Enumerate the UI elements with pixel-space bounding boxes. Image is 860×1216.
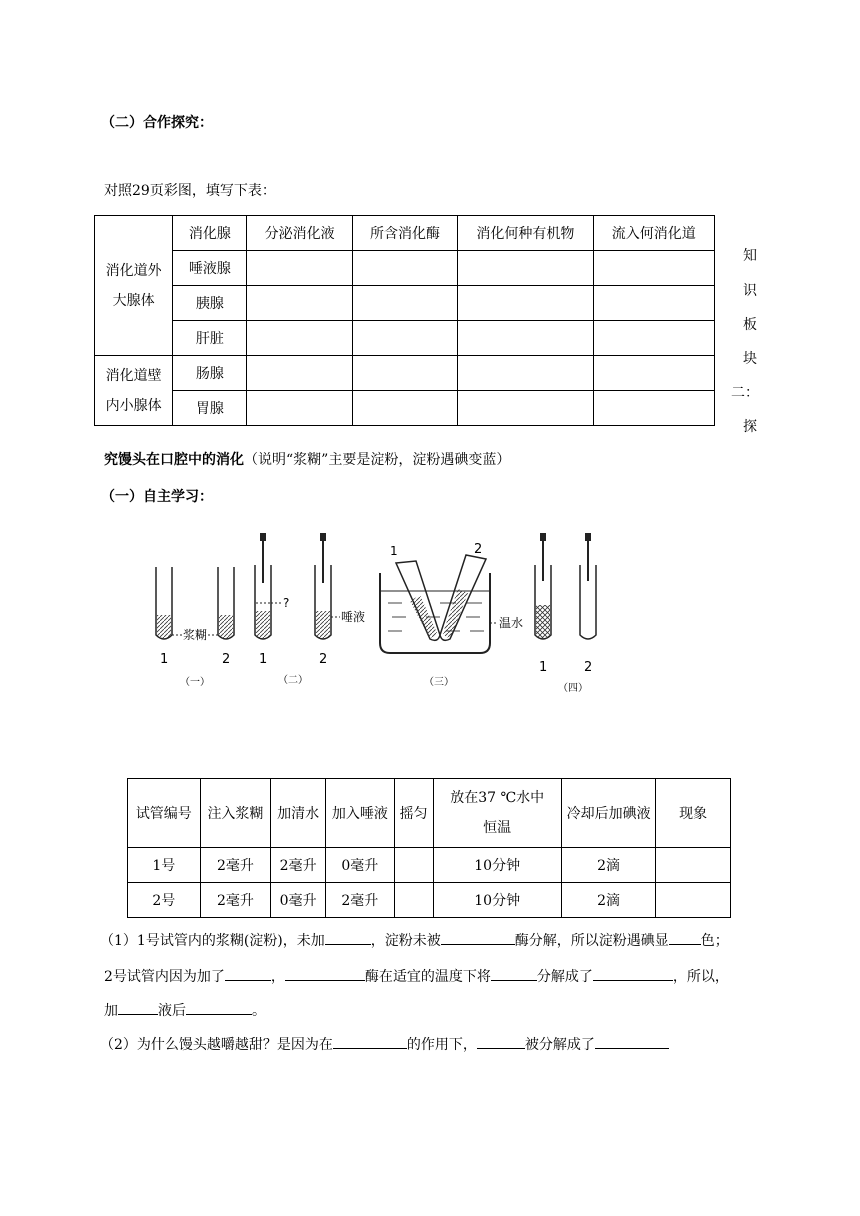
caption-1: （一） <box>180 677 210 688</box>
water-bath <box>380 542 523 688</box>
tube-set-1 <box>156 567 234 688</box>
table2-header: 摇匀 <box>394 779 433 848</box>
time-cell: 10分钟 <box>433 883 561 918</box>
table2-header: 加清水 <box>271 779 326 848</box>
table-cell[interactable] <box>247 356 352 391</box>
tube-id: 1号 <box>128 848 201 883</box>
section-cooperative-heading: （二）合作探究： <box>101 115 213 131</box>
table-cell[interactable] <box>593 391 714 426</box>
table-cell[interactable] <box>352 286 457 321</box>
table-cell[interactable] <box>458 251 593 286</box>
table-row <box>128 848 731 883</box>
table-cell[interactable] <box>458 321 593 356</box>
table-cell[interactable] <box>458 286 593 321</box>
question-1-line-3: 加 液后 。 <box>104 1000 266 1020</box>
experiment-figure <box>140 525 610 700</box>
answer-blank[interactable] <box>441 930 515 945</box>
paste-amount: 2毫升 <box>200 883 271 918</box>
label-saliva: 唾液 <box>341 610 366 624</box>
table-cell[interactable] <box>247 251 352 286</box>
table2-header: 注入浆糊 <box>200 779 271 848</box>
tube-number: 1 <box>259 652 268 667</box>
label-warm-water: 温水 <box>499 616 524 630</box>
result-cell[interactable] <box>656 883 731 918</box>
table-cell[interactable] <box>593 286 714 321</box>
side-text: 块 <box>743 351 757 367</box>
instruction-text: 对照29页彩图，填写下表： <box>104 183 276 199</box>
gland-name: 肠腺 <box>173 356 247 391</box>
caption-2: （二） <box>278 675 308 686</box>
answer-blank[interactable] <box>186 1000 252 1015</box>
question-1-line-2: 2号试管内因为加了 ， 酶在适宜的温度下将 分解成了 ，所以， <box>104 966 729 986</box>
gland-name: 胰腺 <box>173 286 247 321</box>
tube-set-4 <box>535 533 596 694</box>
result-cell[interactable] <box>656 848 731 883</box>
tube-set-2 <box>255 533 365 686</box>
table1-header: 流入何消化道 <box>593 216 714 251</box>
table-cell[interactable] <box>352 321 457 356</box>
water-amount: 2毫升 <box>271 848 326 883</box>
label-paste: 浆糊 <box>183 628 208 642</box>
table-cell[interactable] <box>593 251 714 286</box>
tube-number: 2 <box>584 660 593 675</box>
table-cell[interactable] <box>247 391 352 426</box>
time-cell: 10分钟 <box>433 848 561 883</box>
table2-header: 试管编号 <box>128 779 201 848</box>
shake-cell <box>394 848 433 883</box>
tube-number: 2 <box>222 652 231 667</box>
section-self-study-heading: （一）自主学习： <box>101 489 213 505</box>
group2-label: 消化道壁 内小腺体 <box>95 356 173 426</box>
saliva-amount: 0毫升 <box>326 848 395 883</box>
question-1-line-1: （1）1号试管内的浆糊(淀粉)，未加 ，淀粉未被 酶分解，所以淀粉遇碘显 色； <box>100 930 729 950</box>
answer-blank[interactable] <box>333 1034 407 1049</box>
answer-blank[interactable] <box>285 966 365 981</box>
answer-blank[interactable] <box>595 1034 669 1049</box>
side-text: 识 <box>743 283 757 299</box>
answer-blank[interactable] <box>669 930 701 945</box>
table2-header: 加入唾液 <box>326 779 395 848</box>
dropper-bulb-icon <box>320 533 326 541</box>
table-cell[interactable] <box>352 356 457 391</box>
section2-heading: 究馒头在口腔中的消化（说明“浆糊”主要是淀粉，淀粉遇碘变蓝） <box>104 452 511 468</box>
caption-3: （三） <box>424 677 454 688</box>
tube-number: 2 <box>319 652 328 667</box>
dropper-bulb-icon <box>260 533 266 541</box>
tube-id: 2号 <box>128 883 201 918</box>
table-cell[interactable] <box>593 356 714 391</box>
answer-blank[interactable] <box>118 1000 158 1015</box>
side-text: 板 <box>743 317 757 333</box>
shake-cell <box>394 883 433 918</box>
table2-header: 现象 <box>656 779 731 848</box>
table1-header: 消化何种有机物 <box>458 216 593 251</box>
answer-blank[interactable] <box>225 966 271 981</box>
table-cell[interactable] <box>458 356 593 391</box>
table-cell[interactable] <box>593 321 714 356</box>
tube-number: 1 <box>390 544 398 558</box>
table-cell[interactable] <box>352 251 457 286</box>
tube-number: 1 <box>160 652 169 667</box>
iodine-cell: 2滴 <box>561 848 656 883</box>
dropper-bulb-icon <box>540 533 546 541</box>
table2-header: 放在37 ℃水中 恒温 <box>433 779 561 848</box>
table-cell[interactable] <box>247 321 352 356</box>
digestive-glands-table <box>94 215 715 426</box>
group1-label: 消化道外 大腺体 <box>95 216 173 356</box>
question-2-line: （2）为什么馒头越嚼越甜？是因为在 的作用下， 被分解成了 <box>100 1034 669 1054</box>
side-text: 探 <box>743 419 757 435</box>
caption-4: （四） <box>558 683 588 694</box>
table1-header: 所含消化酶 <box>352 216 457 251</box>
gland-name: 肝脏 <box>173 321 247 356</box>
answer-blank[interactable] <box>491 966 537 981</box>
table-row <box>128 883 731 918</box>
table2-header: 冷却后加碘液 <box>561 779 656 848</box>
table-cell[interactable] <box>247 286 352 321</box>
tube-number: 2 <box>474 542 483 557</box>
label-question: ? <box>283 596 290 610</box>
side-text: 二： <box>731 385 759 401</box>
tube-number: 1 <box>539 660 548 675</box>
gland-name: 唾液腺 <box>173 251 247 286</box>
experiment-table <box>127 778 731 918</box>
table-cell[interactable] <box>352 391 457 426</box>
answer-blank[interactable] <box>477 1034 525 1049</box>
gland-name: 胃腺 <box>173 391 247 426</box>
iodine-cell: 2滴 <box>561 883 656 918</box>
saliva-amount: 2毫升 <box>326 883 395 918</box>
table1-header: 分泌消化液 <box>247 216 352 251</box>
paste-amount: 2毫升 <box>200 848 271 883</box>
side-text: 知 <box>743 248 757 264</box>
dropper-bulb-icon <box>585 533 591 541</box>
water-amount: 0毫升 <box>271 883 326 918</box>
answer-blank[interactable] <box>325 930 371 945</box>
table-cell[interactable] <box>458 391 593 426</box>
answer-blank[interactable] <box>593 966 673 981</box>
table1-header: 消化腺 <box>173 216 247 251</box>
